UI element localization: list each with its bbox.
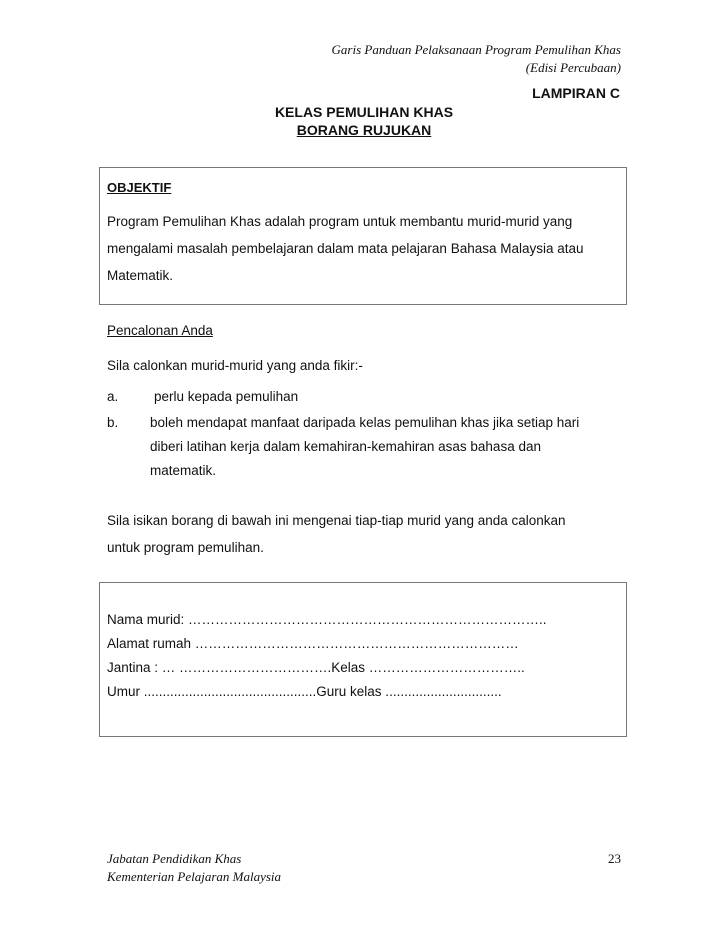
objective-heading: OBJEKTIF bbox=[107, 180, 172, 195]
list-item-text: diberi latihan kerja dalam kemahiran-kemahiran asas bahasa dan bbox=[150, 439, 541, 454]
instruction-line: Sila isikan borang di bawah ini mengenai tiap-tiap murid yang anda calonkan bbox=[107, 513, 566, 528]
appendix-label: LAMPIRAN C bbox=[532, 85, 620, 101]
document-edition: (Edisi Percubaan) bbox=[525, 60, 621, 75]
field-age-teacher[interactable]: Umur ..............................................Guru kelas ............................... bbox=[107, 684, 502, 699]
objective-line: mengalami masalah pembelajaran dalam mata pelajaran Bahasa Malaysia atau bbox=[107, 241, 584, 256]
page-number: 23 bbox=[608, 851, 621, 866]
objective-line: Matematik. bbox=[107, 268, 174, 283]
objective-line: Program Pemulihan Khas adalah program untuk membantu murid-murid yang bbox=[107, 214, 573, 229]
nomination-heading: Pencalonan Anda bbox=[107, 323, 213, 338]
page-title: KELAS PEMULIHAN KHAS bbox=[274, 104, 454, 120]
footer-department: Jabatan Pendidikan Khas bbox=[107, 851, 242, 866]
field-gender-class[interactable]: Jantina : … …………………………….Kelas …………………………….. bbox=[107, 660, 525, 675]
footer-ministry: Kementerian Pelajaran Malaysia bbox=[107, 869, 282, 884]
list-item-text: matematik. bbox=[150, 463, 217, 478]
list-marker: b. bbox=[107, 415, 119, 430]
list-item-text: boleh mendapat manfaat daripada kelas pemulihan khas jika setiap hari bbox=[150, 415, 580, 430]
list-item-text: perlu kepada pemulihan bbox=[154, 389, 299, 404]
list-marker: a. bbox=[107, 389, 119, 404]
nomination-intro: Sila calonkan murid-murid yang anda fikir:- bbox=[107, 358, 363, 373]
document-series-title: Garis Panduan Pelaksanaan Program Pemulihan Khas bbox=[331, 42, 621, 57]
page-subtitle-text: BORANG RUJUKAN bbox=[296, 122, 432, 138]
instruction-line: untuk program pemulihan. bbox=[107, 540, 264, 555]
objective-box bbox=[99, 167, 627, 305]
field-student-name[interactable]: Nama murid: …………………………………………………………………….. bbox=[107, 612, 547, 627]
page-subtitle bbox=[0, 122, 728, 138]
field-home-address[interactable]: Alamat rumah ……………………………………………………………… bbox=[107, 636, 519, 651]
